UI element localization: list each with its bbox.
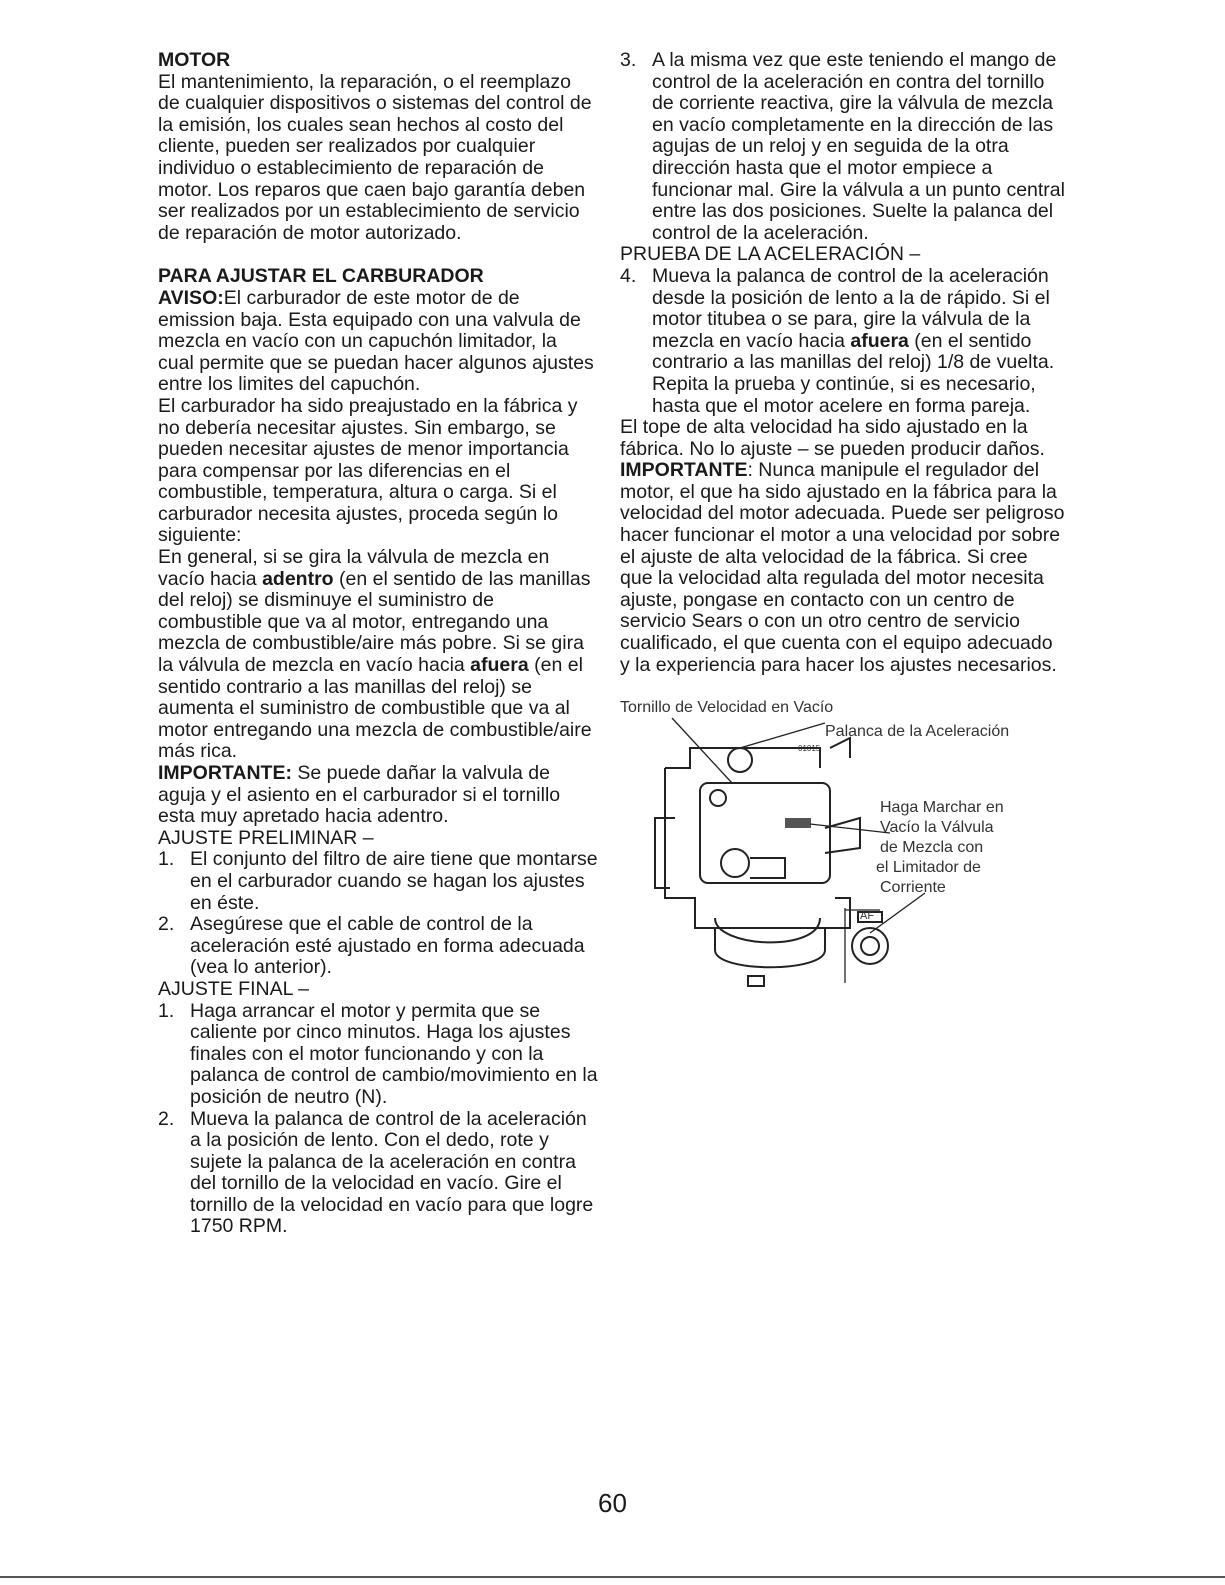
important-text-right: : Nunca manipule el regulador del motor, el que ha sido ajustado en la fábrica para la velocidad del motor adecuada. Puede ser peligroso hacer funcionar el motor a una velocidad por sobre el ajuste de alta velocidad de la fábrica. Si cree que la velocidad alta regulada del motor necesita ajuste, pongase en contacto con un centro de servicio Sears o con un otro centro de servicio cualificado, el que cuenta con el equipo adecuado y la experiencia para hacer los ajustes necesarios. bbox=[620, 459, 1065, 676]
important-label-right: IMPORTANTE bbox=[620, 459, 748, 482]
general-text-1: En general, si se gira la válvula de mezcla en vacío hacia bbox=[158, 546, 550, 590]
valve-label-line-5: Corriente bbox=[880, 879, 946, 897]
left-column bbox=[158, 50, 598, 1238]
item-number: 1. bbox=[158, 848, 175, 871]
general-bold-outward: afuera bbox=[470, 654, 529, 677]
list-item bbox=[158, 1109, 598, 1239]
list-item bbox=[620, 50, 1065, 244]
item-number: 2. bbox=[158, 913, 175, 936]
list-item bbox=[158, 914, 598, 979]
motor-heading: MOTOR bbox=[158, 49, 231, 71]
prelim-heading: AJUSTE PRELIMINAR – bbox=[158, 826, 374, 849]
item4-text-1: Mueva la palanca de control de la aceleración desde la posición de lento a la de rápido. Si el motor titubea o se para, gire la válvula de la mezcla en vacío hacia bbox=[652, 264, 1050, 352]
item-number: 2. bbox=[158, 1107, 175, 1130]
carburetor-heading: PARA AJUSTAR EL CARBURADOR bbox=[158, 265, 484, 288]
list-item bbox=[620, 266, 1065, 417]
item-number: 3. bbox=[620, 49, 637, 71]
general-bold-inward: adentro bbox=[262, 567, 334, 590]
important-paragraph-right bbox=[620, 460, 1065, 676]
aviso-label: AVISO: bbox=[158, 286, 224, 309]
aviso-text: El carburador de este motor de de emission baja. Esta equipado con una valvula de mezcla en vacío con un capuchón limitador, la cual permite que se puedan hacer algunos ajustes entre los limites del capuchón. bbox=[158, 286, 594, 396]
high-speed-paragraph: El tope de alta velocidad ha sido ajustado en la fábrica. No lo ajuste – se pueden producir daños. bbox=[620, 416, 1045, 460]
item-text: Asegúrese que el cable de control de la aceleración esté ajustado en forma adecuada (vea lo anterior). bbox=[190, 913, 585, 979]
item-text: A la misma vez que este teniendo el mango de control de la aceleración en contra del tornillo de corriente reactiva, gire la válvula de mezcla en vacío completamente en la dirección de las agujas de un reloj y en seguida de la otra dirección hasta que el motor empiece a funcionar mal. Gire la válvula a un punto central entre las dos posiciones. Suelte la palanca del control de la aceleración. bbox=[652, 49, 1065, 244]
general-text-2: (en el sentido de las manillas del reloj) se disminuye el suministro de combustible que va al motor, entregando una mezcla de combustible/aire más pobre. Si se gira la válvula de mezcla en vacío hacia bbox=[158, 567, 591, 677]
item4-bold-outward: afuera bbox=[850, 329, 909, 352]
page-number: 60 bbox=[598, 1488, 627, 1518]
preset-paragraph: El carburador ha sido preajustado en la fábrica y no debería necesitar ajustes. Sin embargo, se pueden necesitar ajustes de menor importancia para compensar por las diferencias en el combustible, temperatura, altura o carga. Si el carburador necesita ajustes, proceda según lo siguiente: bbox=[158, 394, 578, 547]
idle-screw-label: Tornillo de Velocidad en Vacío bbox=[620, 699, 834, 717]
valve-label-line-2: Vacío la Válvula bbox=[880, 819, 994, 837]
valve-label-line-3: de Mezcla con bbox=[880, 839, 984, 857]
important-label-left: IMPORTANTE: bbox=[158, 762, 292, 784]
item-number: 1. bbox=[158, 999, 175, 1022]
right-column bbox=[620, 50, 1065, 988]
item-text: Haga arrancar el motor y permita que se caliente por cinco minutos. Haga los ajustes finales con el motor funcionando y con la palanca de control de cambio/movimiento en la posición de neutro (N). bbox=[190, 999, 598, 1108]
general-paragraph bbox=[158, 547, 598, 763]
valve-label-line-4: el Limitador de bbox=[876, 859, 981, 877]
valve-label-line-1: Haga Marchar en bbox=[880, 799, 1004, 817]
item-text: El conjunto del filtro de aire tiene que montarse en el carburador cuando se hagan los ajustes en éste. bbox=[190, 848, 598, 914]
item4-text-2: (en el sentido contrario a las manillas del reloj) 1/8 de vuelta. Repita la prueba y continúe, si es necesario, hasta que el motor acelere en forma pareja. bbox=[652, 329, 1055, 417]
aviso-paragraph bbox=[158, 288, 598, 396]
important-paragraph-left bbox=[158, 763, 598, 828]
important-text-left: Se puede dañar la valvula de aguja y el asiento en el carburador si el tornillo esta muy apretado hacia adentro. bbox=[158, 762, 561, 828]
carburetor-figure bbox=[620, 688, 1060, 988]
bottom-rule bbox=[0, 1576, 1225, 1578]
item-text bbox=[652, 266, 1065, 417]
list-item bbox=[158, 849, 598, 914]
item-text: Mueva la palanca de control de la aceleración a la posición de lento. Con el dedo, rote y sujete la palanca de la aceleración en contra del tornillo de la velocidad en vacío. Gire el tornillo de la velocidad en vacío para que logre 1750 RPM. bbox=[190, 1107, 594, 1238]
item-number: 4. bbox=[620, 264, 637, 287]
af-label: AF bbox=[860, 910, 875, 923]
test-heading: PRUEBA DE LA ACELERACIÓN – bbox=[620, 243, 921, 266]
list-item bbox=[158, 1001, 598, 1109]
throttle-lever-label: Palanca de la Aceleración bbox=[825, 723, 1010, 741]
motor-paragraph: El mantenimiento, la reparación, o el reemplazo de cualquier dispositivos o sistemas del control de la emisión, los cuales sean hechos al costo del cliente, pueden ser realizados por cualquier individuo o establecimiento de reparación de motor. Los reparos que caen bajo garantía deben ser realizados por un establecimiento de servicio de reparación de motor autorizado. bbox=[158, 70, 592, 244]
final-heading: AJUSTE FINAL – bbox=[158, 977, 309, 1000]
figure-code-label: 01015 bbox=[798, 744, 821, 754]
general-text-3: (en el sentido contrario a las manillas del reloj) se aumenta el suministro de combustible que va al motor entregando una mezcla de combustible/aire más rica. bbox=[158, 654, 592, 763]
